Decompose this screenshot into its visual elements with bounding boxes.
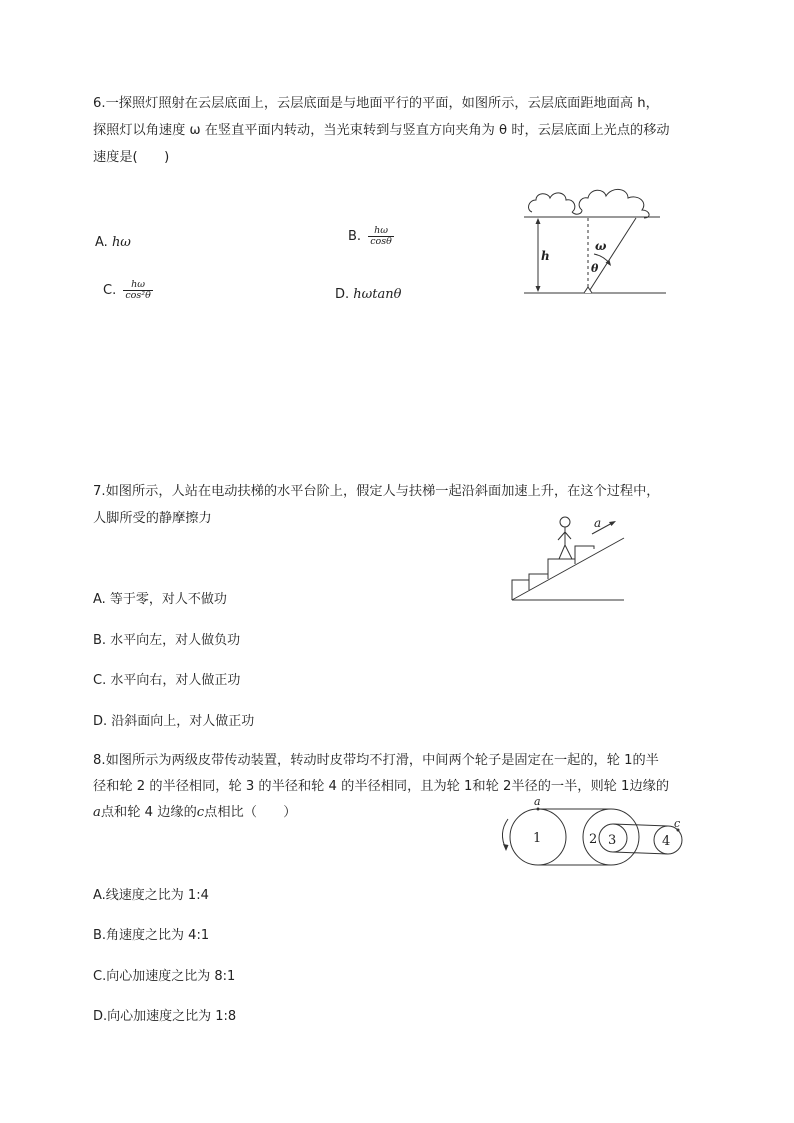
cloud-shape	[529, 189, 650, 218]
q7-option-a[interactable]: A. 等于零，对人不做功	[93, 592, 227, 607]
point-c-label: c	[674, 817, 681, 830]
q8-option-b[interactable]: B.角速度之比为 4:1	[93, 928, 210, 943]
q6-option-c-numerator: hω	[131, 279, 146, 290]
q6-option-a-label: A.	[95, 235, 108, 250]
q8-point-c-text: c	[196, 805, 205, 820]
q8-stem-line3	[93, 803, 296, 823]
light-beam	[588, 218, 636, 293]
q8-option-d[interactable]: D.向心加速度之比为 1:8	[93, 1009, 237, 1024]
q7-stem-line2: 人脚所受的静摩擦力	[93, 511, 212, 526]
point-a-label: a	[534, 795, 541, 808]
q6-option-d[interactable]	[335, 287, 401, 302]
q6-stem-line2: 探照灯以角速度 ω 在竖直平面内转动，当光束转到与竖直方向夹角为 θ 时，云层底面上光点的移动	[93, 123, 670, 138]
q6-option-d-expr: hωtanθ	[353, 287, 402, 302]
q6-option-c[interactable]	[103, 280, 153, 301]
escalator-incline	[512, 538, 624, 600]
q6-option-b-label: B.	[348, 229, 362, 244]
q8-option-a[interactable]: A.线速度之比为 1:4	[93, 888, 209, 903]
acceleration-label: a	[594, 516, 602, 530]
omega-label: ω	[595, 239, 607, 253]
q6-option-d-label: D.	[335, 287, 350, 302]
q8-option-c[interactable]: C.向心加速度之比为 8:1	[93, 969, 236, 984]
q6-option-c-denominator: cos²θ	[125, 290, 151, 301]
height-label: h	[541, 249, 550, 263]
q6-option-c-fraction	[123, 280, 152, 301]
theta-label: θ	[591, 262, 599, 275]
q8-stem-line3-mid: 点和轮 4 边缘的	[100, 805, 197, 820]
escalator-steps	[529, 574, 548, 580]
q8-point-a-text: a	[93, 805, 101, 820]
wheel-1-label: 1	[533, 831, 542, 846]
wheel-4-label: 4	[662, 834, 671, 849]
q6-stem-line1: 6.一探照灯照射在云层底面上，云层底面是与地面平行的平面，如图所示，云层底面距地面高 h，	[93, 96, 659, 111]
q7-option-c[interactable]: C. 水平向右，对人做正功	[93, 673, 241, 688]
q7-escalator-figure	[508, 512, 628, 604]
q8-stem-line1: 8.如图所示为两级皮带传动装置，转动时皮带均不打滑，中间两个轮子是固定在一起的，轮 1的半	[93, 753, 659, 768]
q7-stem-line1: 7.如图所示，人站在电动扶梯的水平台阶上，假定人与扶梯一起沿斜面加速上升，在这个过程中，	[93, 484, 660, 499]
q6-option-b-denominator: cosθ	[370, 236, 392, 247]
wheel-3-label: 3	[608, 833, 617, 848]
q6-option-a-expr: hω	[111, 235, 131, 250]
q6-option-b-fraction	[368, 226, 394, 247]
q6-option-c-label: C.	[103, 283, 117, 298]
q6-option-a[interactable]	[95, 235, 131, 250]
q6-option-b[interactable]	[348, 226, 394, 247]
wheel-2-label: 2	[589, 832, 598, 847]
q6-option-b-numerator: hω	[374, 225, 388, 236]
q6-searchlight-figure	[520, 180, 670, 305]
q8-stem-line2: 径和轮 2 的半径相同，轮 3 的半径和轮 4 的半径相同，且为轮 1和轮 2半径的一半，则轮 1边缘的	[93, 779, 670, 794]
q8-stem-line3-end: 点相比（ ）	[204, 805, 297, 820]
q7-option-b[interactable]: B. 水平向左，对人做负功	[93, 633, 241, 648]
q8-belt-drive-figure	[496, 793, 690, 869]
q7-option-d[interactable]: D. 沿斜面向上，对人做正功	[93, 714, 255, 729]
q6-stem-line3: 速度是( )	[93, 150, 170, 165]
person-figure	[558, 517, 572, 559]
